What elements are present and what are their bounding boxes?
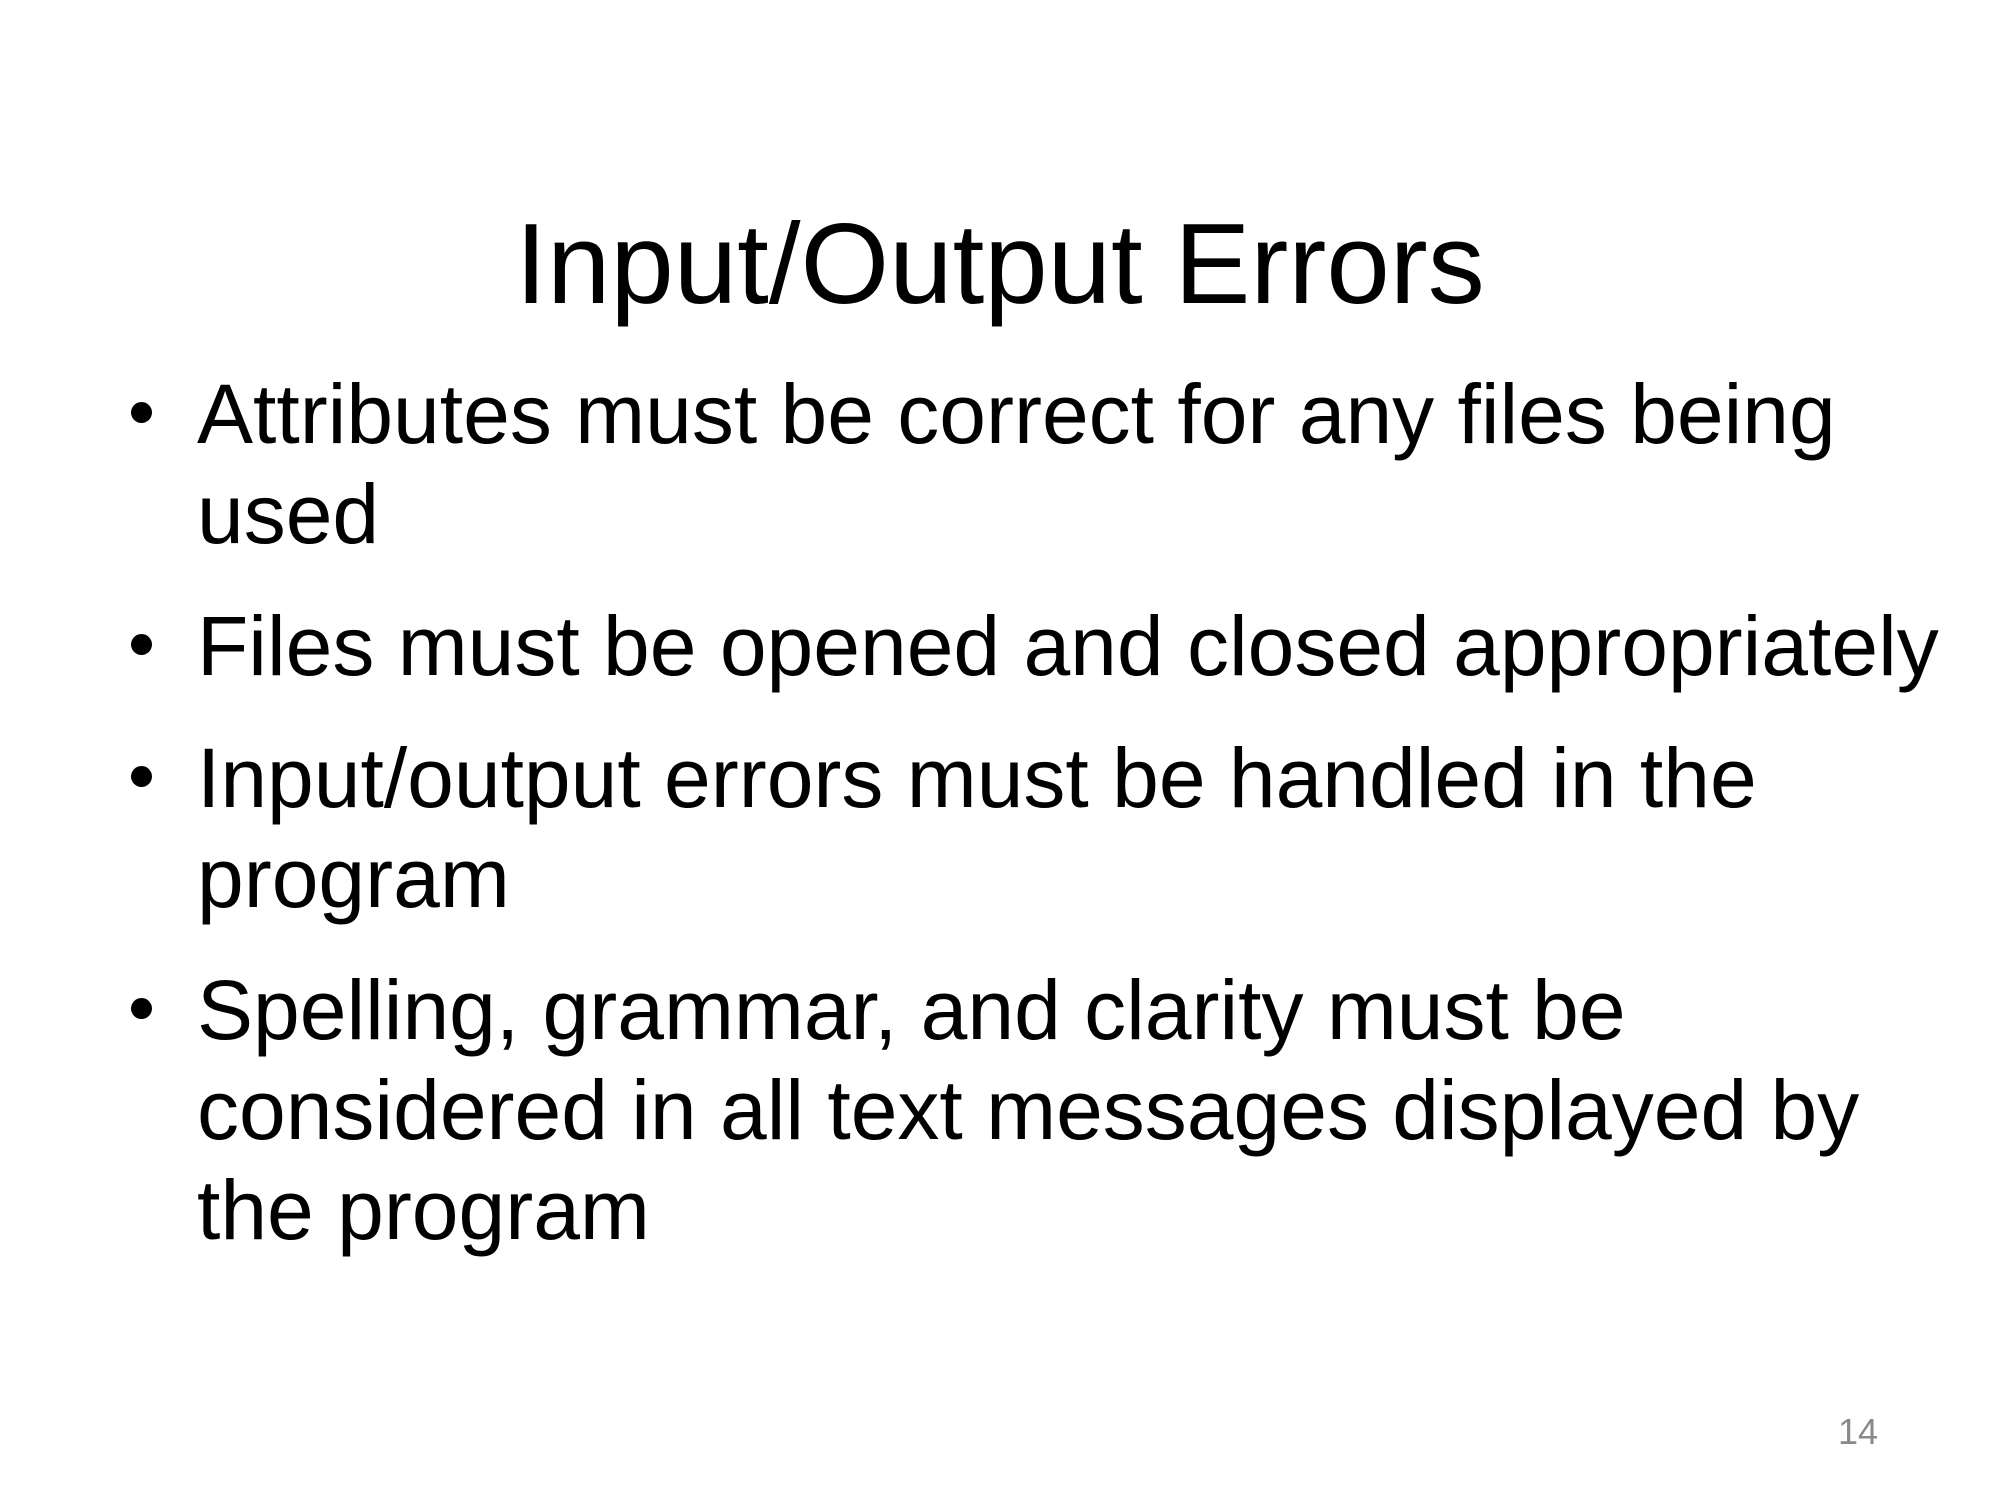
bullet-item — [125, 728, 1948, 928]
bullet-icon — [131, 998, 152, 1019]
bullet-text: Files must be opened and closed appropriately — [197, 599, 1939, 693]
bullet-icon — [131, 634, 152, 655]
bullet-text: Attributes must be correct for any files being used — [197, 367, 1836, 561]
bullet-item — [125, 364, 1948, 564]
bullet-icon — [131, 402, 152, 423]
bullet-list — [125, 364, 1948, 1292]
page-number-label: 14 — [1837, 1411, 1878, 1452]
bullet-icon — [131, 766, 152, 787]
bullet-text: Input/output errors must be handled in the program — [197, 731, 1757, 925]
bullet-item — [125, 960, 1948, 1260]
slide-title: Input/Output Errors — [515, 201, 1485, 329]
bullet-item — [125, 596, 1948, 696]
bullet-text: Spelling, grammar, and clarity must be considered in all text messages displayed by the program — [197, 963, 1860, 1257]
